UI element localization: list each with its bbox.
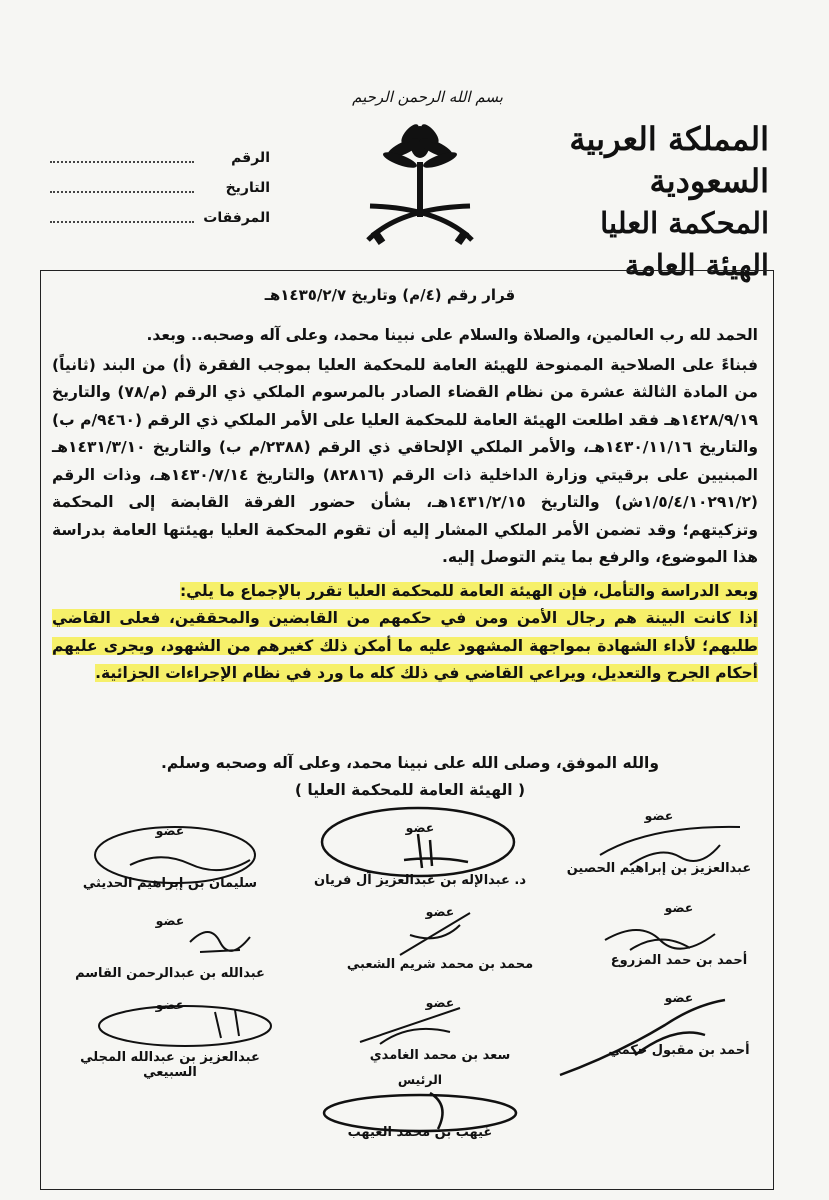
member-name: عبدالعزيز بن عبدالله المجلي السبيعي [80, 1050, 260, 1080]
resolution-intro [52, 578, 758, 606]
signatory-body: ( الهيئة العامة للمحكمة العليا ) [294, 781, 526, 799]
court-name: المحكمة العليا [600, 206, 769, 240]
highlighted-text: وبعد الدراسة والتأمل، فإن الهيئة العامة للمحكمة العليا تقرر بالإجماع ما يلي: [179, 581, 758, 600]
attachments-field [50, 203, 270, 233]
member-name: أحمد بن مقبول حكمي [608, 1043, 750, 1058]
highlighted-text: إذا كانت البينة هم رجال الأمن ومن في حكمهم من القابضين والمحققين، فعلى القاضي طلبهم؛ لأداء الشهادة بمواجهة المشهود عليه ما أمكن ذلك كغيرهم من الشهود، ويجرى عليهم أحكام الجرح والتعديل، ويراعي القاضي في ذلك كله ما ورد في نظام الإجراءات الجزائية. [52, 609, 758, 682]
member-signature-block [60, 997, 280, 1080]
member-role: عضو [425, 995, 455, 1010]
member-role: عضو [405, 820, 435, 835]
closing-prayer: والله الموفق، وصلى الله على نبينا محمد، وعلى آله وصحبه وسلم. [161, 754, 659, 772]
date-field [50, 173, 270, 203]
member-signature-block [310, 820, 530, 888]
general-body-name: الهيئة العامة [624, 248, 769, 282]
member-role: عضو [425, 904, 455, 919]
preamble-paragraph: فبناءً على الصلاحية الممنوحة للهيئة العامة للمحكمة العليا بموجب الفقرة (أ) من البند (ثانياً) من المادة الثالثة عشرة من نظام القضاء الصادر بالمرسوم الملكي ذي الرقم (م/٧٨) والتاريخ ١٤٢٨/٩/١٩هـ فقد اطلعت الهيئة العامة للمحكمة العليا على الأمر الملكي ذي الرقم (٩٤٦٠/م ب) والتاريخ ١٤٣٠/١١/١٦هـ، والأمر الملكي الإلحاقي ذي الرقم (٢٣٨٨/م ب) والتاريخ ١٤٣١/٣/١٠هـ المبنيين على برقيتي وزارة الداخلية ذات الرقم (٨٢٨١٦) والتاريخ ١٤٣٠/٧/١٤هـ، وذات الرقم (١/٥/٤/١٠٢٩١/٢ش) والتاريخ ١٤٣١/٢/١٥هـ، بشأن حضور الفرقة القابضة إلى المحكمة وتزكيتهم؛ وقد تضمن الأمر الملكي المشار إليه أن تقوم المحكمة العليا بهيئتها العامة بدراسة هذا الموضوع، والرفع بما يتم التوصل إليه. [52, 355, 759, 566]
president-name: غيهب بن محمد الغيهب [347, 1125, 493, 1140]
member-name: عبدالله بن عبدالرحمن القاسم [75, 966, 265, 981]
date-label: التاريخ [225, 180, 270, 196]
dotted-line [50, 183, 194, 193]
member-signature-block [330, 995, 550, 1063]
member-role: عضو [155, 913, 185, 928]
member-signature-block [549, 808, 769, 876]
basmala: بسم الله الرحمن الرحيم [352, 88, 503, 106]
decision-body [52, 322, 758, 688]
member-signature-block [569, 900, 789, 968]
number-label: الرقم [231, 150, 270, 166]
kingdom-name: المملكة العربية السعودية [569, 120, 769, 200]
opening-paragraph: الحمد لله رب العالمين، والصلاة والسلام على نبينا محمد، وعلى آله وصحبه.. وبعد. [146, 326, 758, 344]
member-signature-block [569, 990, 789, 1058]
member-role: عضو [155, 997, 185, 1012]
member-role: عضو [644, 808, 674, 823]
dotted-line [50, 213, 194, 223]
letterhead [509, 118, 769, 286]
dotted-line [50, 153, 194, 163]
member-name: عبدالعزيز بن إبراهيم الحصين [566, 861, 752, 876]
resolution-text [52, 605, 758, 688]
member-name: سعد بن محمد الغامدي [369, 1048, 511, 1063]
president-signature-block [310, 1072, 530, 1140]
president-role: الرئيس [397, 1072, 443, 1087]
member-name: محمد بن محمد شريم الشعبي [346, 957, 534, 972]
member-name: د. عبدالإله بن عبدالعزيز آل فريان [313, 873, 527, 888]
number-field [50, 143, 270, 173]
member-role: عضو [664, 900, 694, 915]
member-role: عضو [664, 990, 694, 1005]
saudi-emblem-icon [360, 120, 480, 250]
member-name: أحمد بن حمد المزروع [610, 953, 748, 968]
reference-fields [50, 143, 270, 233]
member-signature-block [330, 904, 550, 972]
member-signature-block [60, 823, 280, 891]
member-signature-block [60, 913, 280, 981]
member-name: سليمان بن إبراهيم الحديثي [82, 876, 258, 891]
attachments-label: المرفقات [203, 210, 270, 226]
decision-title: قرار رقم (٤/م) وتاريخ ١٤٣٥/٢/٧هـ [264, 286, 516, 304]
member-role: عضو [155, 823, 185, 838]
